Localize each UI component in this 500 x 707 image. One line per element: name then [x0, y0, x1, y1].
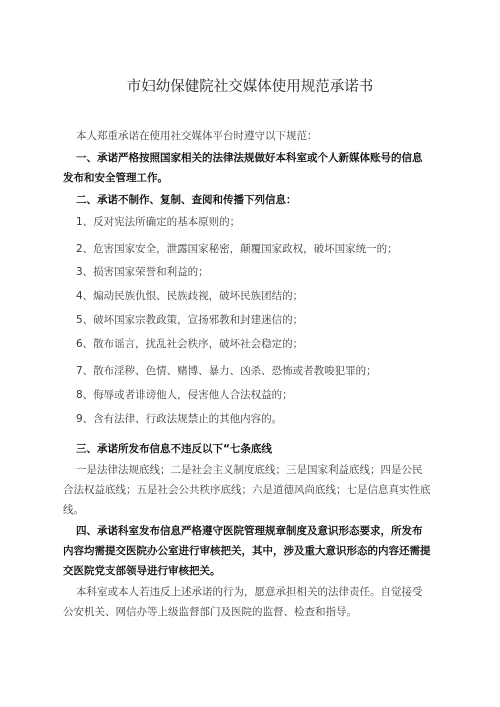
section3-heading: 三、承诺所发布信息不违反以下“七条底线: [76, 443, 272, 455]
list-item: 6、散布谣言，扰乱社会秩序，破坏社会稳定的；: [76, 338, 304, 350]
list-item: 1、反对宪法所确定的基本原则的；: [76, 216, 241, 228]
section3-line1: 一是法律法规底线；二是社会主义制度底线；三是国家利益底线；四是公民: [76, 464, 423, 476]
section1-line2: 发布和安全管理工作。: [63, 172, 168, 184]
list-item: 9、含有法律、行政法规禁止的其他内容的。: [76, 413, 283, 425]
list-item: 5、破坏国家宗教政策，宣扬邪教和封建迷信的；: [76, 314, 304, 326]
section3-line2: 合法权益底线；五是社会公共秩序底线；六是道德风尚底线；七是信息真实性底: [63, 484, 431, 496]
intro-text: 本人郑重承诺在使用社交媒体平台时遵守以下规范：: [76, 130, 318, 142]
section4-line1: 四、承诺科室发布信息严格遵守医院管理规章制度及意识形态要求，所发布: [76, 525, 423, 537]
section1-line1: 一、承诺严格按照国家相关的法律法规做好本科室或个人新媒体账号的信息: [76, 152, 423, 164]
section4-line3: 交医院党支部领导进行审核把关。: [63, 565, 221, 577]
list-item: 3、损害国家荣誉和利益的；: [76, 266, 209, 278]
list-item: 8、侮辱或者诽谤他人，侵害他人合法权益的；: [76, 389, 293, 401]
list-item: 7、散布淫秽、色情、赌博、暴力、凶杀、恐怖或者教唆犯罪的；: [76, 365, 377, 377]
document-title: 市妇幼保健院社交媒体使用规范承诺书: [126, 79, 374, 95]
section4-line2: 内容均需提交医院办公室进行审核把关，其中，涉及重大意识形态的内容还需提: [63, 545, 431, 557]
closing-line1: 本科室或本人若违反上述承诺的行为，愿意承担相关的法律责任。自觉接受: [76, 586, 423, 598]
list-item: 2、危害国家安全，泄露国家秘密，颠覆国家政权，破坏国家统一的；: [76, 243, 398, 255]
list-item: 4、煽动民族仇恨、民族歧视，破坏民族团结的；: [76, 290, 304, 302]
closing-line2: 公安机关、网信办等上级监督部门及医院的监督、检查和指导。: [63, 606, 357, 618]
section3-line3: 线。: [63, 504, 84, 516]
section2-heading: 二、承诺不制作、复制、查阅和传播下列信息：: [76, 194, 297, 206]
